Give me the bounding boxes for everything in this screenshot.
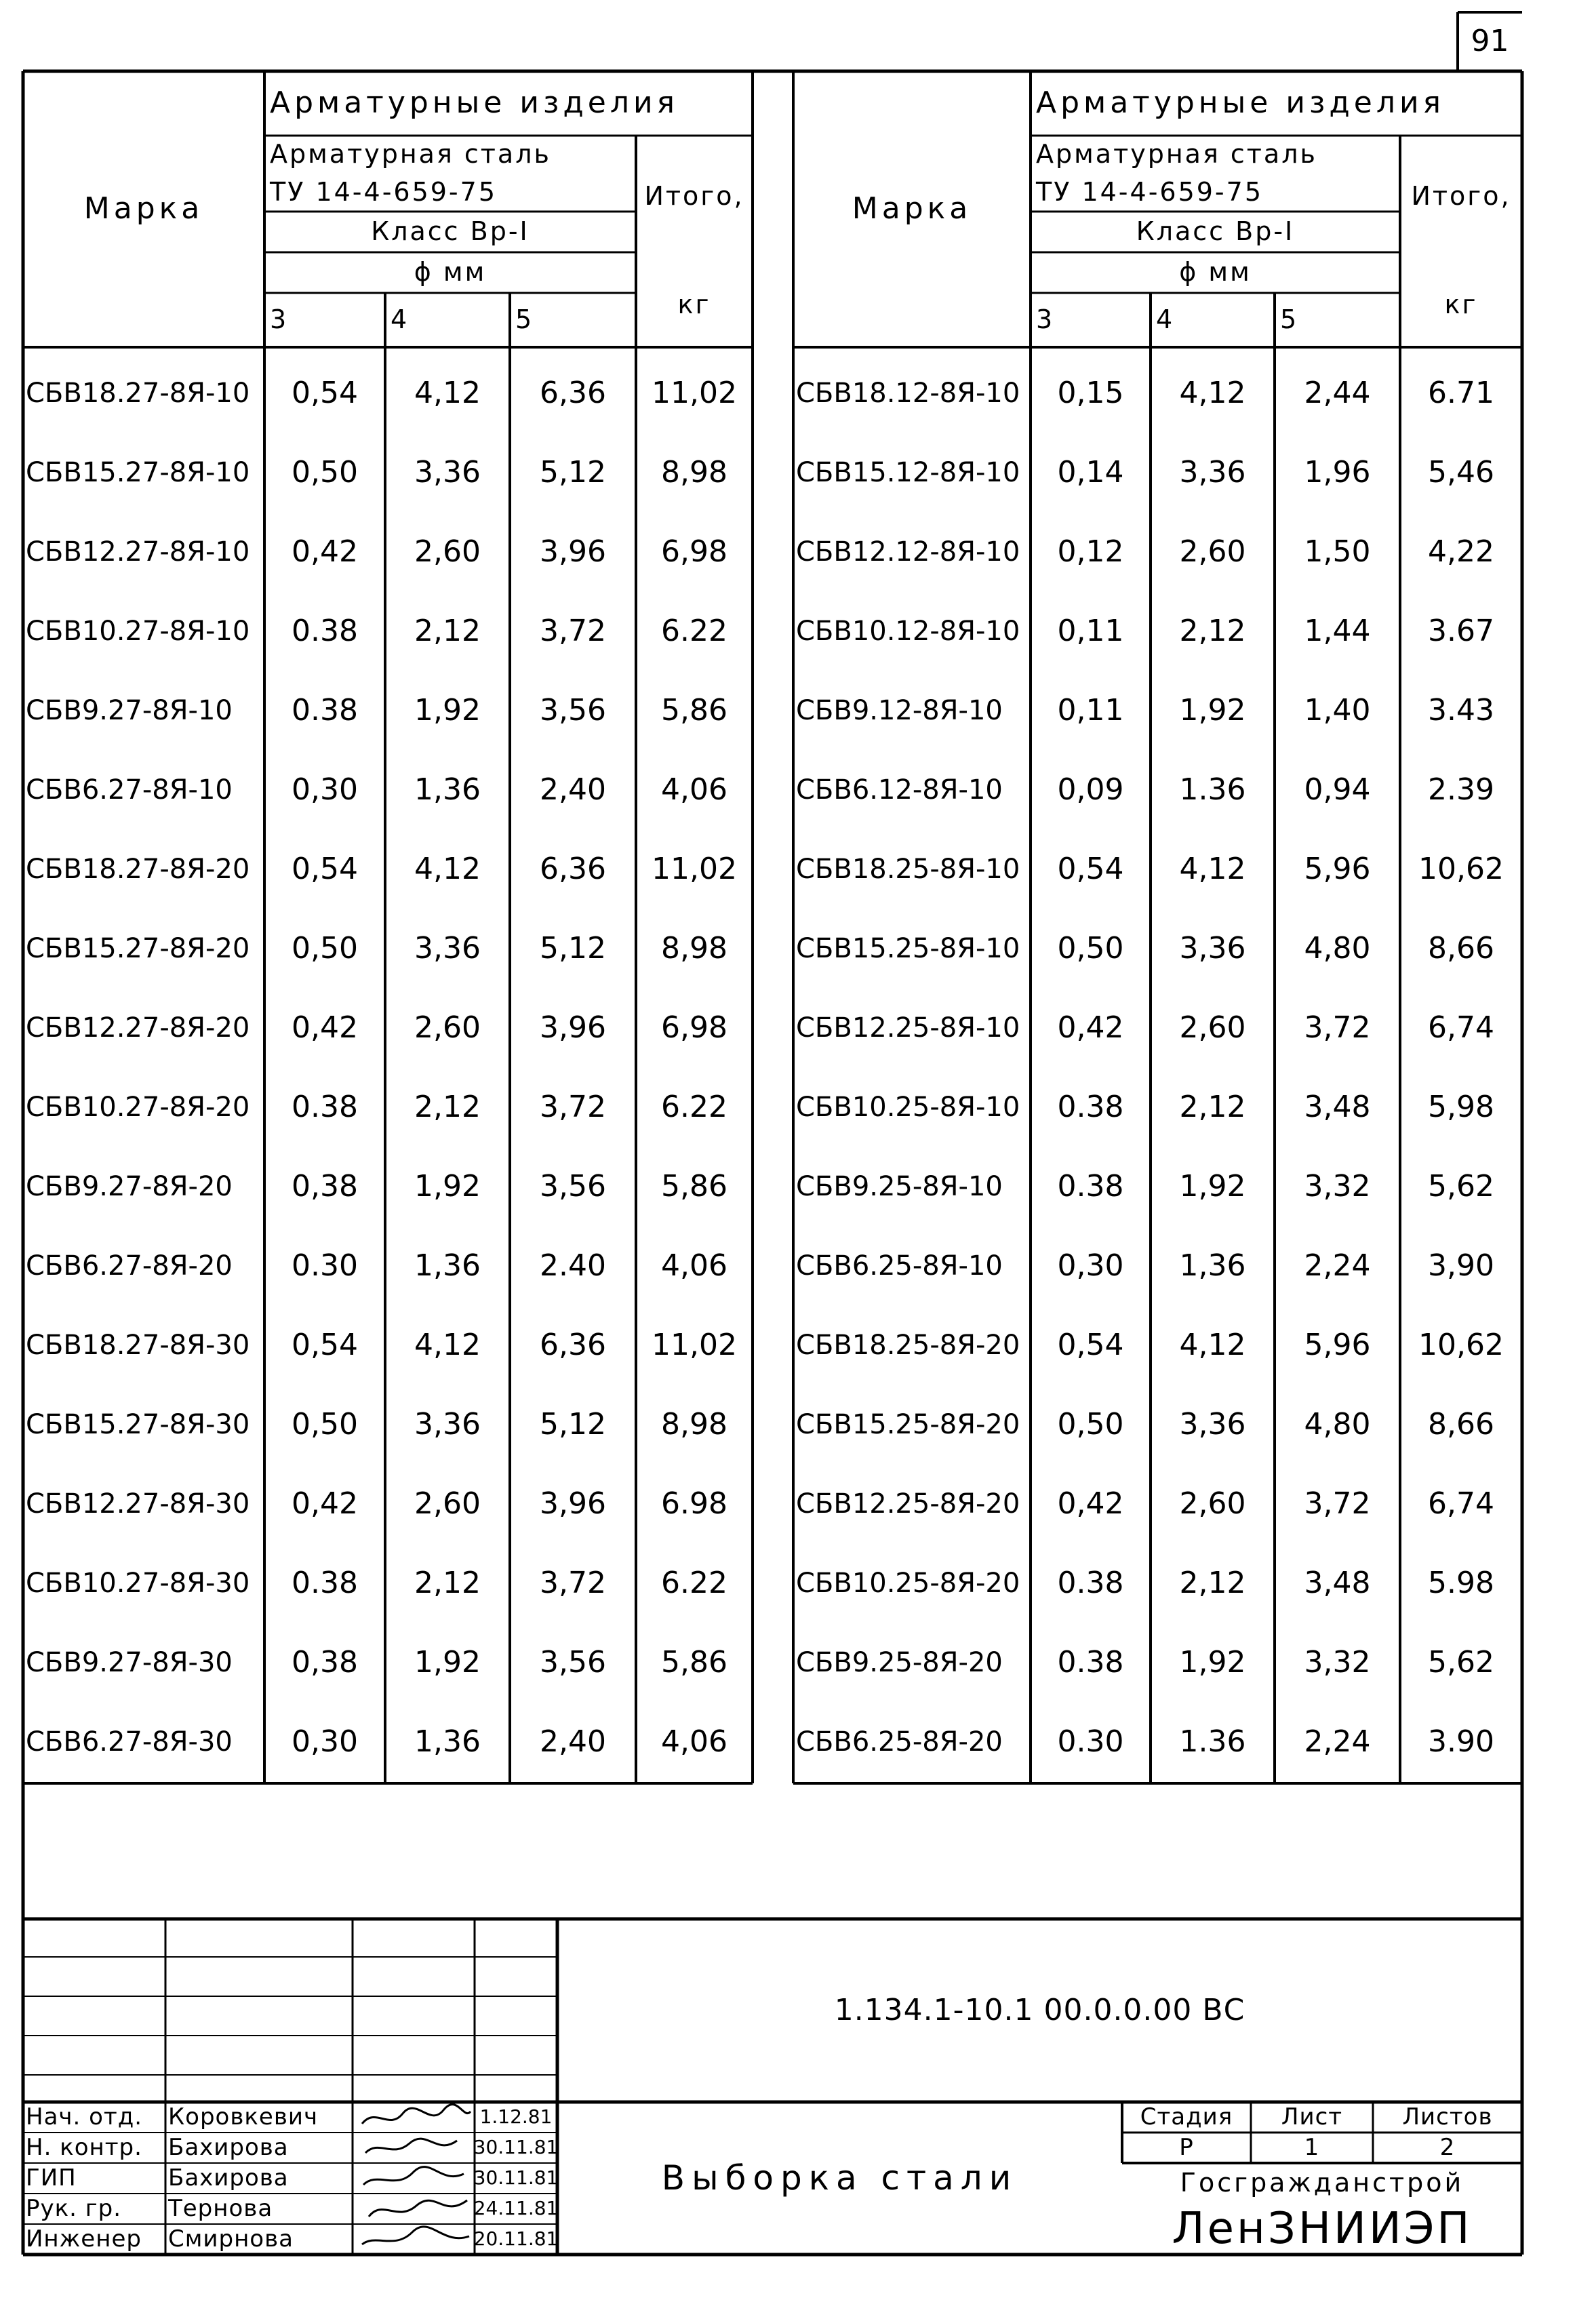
d5-cell: 3,72 — [540, 613, 606, 648]
d5-cell: 2,24 — [1304, 1724, 1371, 1759]
d5-cell: 3,72 — [1304, 1486, 1371, 1521]
d5-cell: 3,48 — [1304, 1089, 1371, 1124]
d5-cell: 2,24 — [1304, 1248, 1371, 1283]
d3-cell: 0,38 — [292, 1644, 358, 1680]
d4-cell: 2,60 — [414, 1010, 481, 1045]
d5-cell: 2.40 — [540, 1248, 606, 1283]
total-cell: 4,06 — [661, 772, 727, 807]
mark-cell: СБВ15.25-8Я-10 — [796, 933, 1020, 964]
total-cell: 8,66 — [1428, 930, 1494, 966]
signature-date: 20.11.81 — [473, 2227, 559, 2251]
sheet-label: Лист — [1281, 2103, 1343, 2130]
d4-cell: 1,36 — [414, 772, 481, 807]
d3-cell: 0,12 — [1057, 534, 1124, 569]
mark-cell: СБВ9.27-8Я-10 — [26, 695, 233, 726]
total-cell: 11,02 — [652, 375, 737, 410]
total-cell: 2.39 — [1428, 772, 1494, 807]
left-total-unit: кг — [677, 290, 711, 320]
left-diameter-label: ϕ мм — [414, 257, 487, 288]
signature-name: Смирнова — [168, 2225, 294, 2253]
d3-cell: 0,42 — [292, 1486, 358, 1521]
total-cell: 3.67 — [1428, 613, 1494, 648]
total-cell: 4,06 — [661, 1248, 727, 1283]
total-cell: 6,98 — [661, 1010, 727, 1045]
d5-cell: 1,44 — [1304, 613, 1371, 648]
d5-cell: 2,40 — [540, 772, 606, 807]
d5-cell: 3,72 — [540, 1089, 606, 1124]
d4-cell: 1,92 — [414, 1168, 481, 1204]
mark-cell: СБВ12.12-8Я-10 — [796, 536, 1020, 568]
d3-cell: 0,54 — [292, 1327, 358, 1362]
d3-cell: 0,30 — [292, 1724, 358, 1759]
mark-cell: СБВ10.27-8Я-20 — [26, 1092, 250, 1123]
total-cell: 3.43 — [1428, 692, 1494, 728]
right-steel-line2: ТУ 14-4-659-75 — [1036, 177, 1263, 207]
left-diameter-4: 4 — [391, 304, 410, 335]
d3-cell: 0.38 — [292, 613, 358, 648]
d4-cell: 4,12 — [1179, 851, 1246, 886]
total-cell: 5,46 — [1428, 454, 1494, 490]
d5-cell: 6,36 — [540, 1327, 606, 1362]
d5-cell: 6,36 — [540, 375, 606, 410]
d4-cell: 3,36 — [1179, 1406, 1246, 1442]
mark-cell: СБВ9.27-8Я-30 — [26, 1647, 233, 1678]
d4-cell: 2,12 — [414, 1089, 481, 1124]
d3-cell: 0.38 — [1057, 1168, 1124, 1204]
signature-role: Инженер — [26, 2225, 142, 2253]
d5-cell: 3,96 — [540, 1486, 606, 1521]
d3-cell: 0.30 — [1057, 1724, 1124, 1759]
signature-date: 30.11.81 — [473, 2166, 559, 2189]
left-steel-line1: Арматурная сталь — [270, 139, 551, 170]
left-steel-line2: ТУ 14-4-659-75 — [270, 177, 497, 207]
d3-cell: 0,09 — [1057, 772, 1124, 807]
d4-cell: 3,36 — [1179, 930, 1246, 966]
mark-cell: СБВ15.27-8Я-20 — [26, 933, 250, 964]
total-cell: 5,86 — [661, 1644, 727, 1680]
signature-icon — [355, 2195, 474, 2223]
d3-cell: 0,54 — [1057, 851, 1124, 886]
d5-cell: 3,32 — [1304, 1644, 1371, 1680]
total-cell: 6.22 — [661, 613, 727, 648]
right-diameter-4: 4 — [1156, 304, 1175, 335]
mark-cell: СБВ10.27-8Я-10 — [26, 616, 250, 647]
right-marka-header: Марка — [852, 191, 972, 226]
mark-cell: СБВ18.27-8Я-30 — [26, 1330, 250, 1361]
mark-cell: СБВ10.25-8Я-20 — [796, 1568, 1020, 1599]
mark-cell: СБВ18.25-8Я-20 — [796, 1330, 1020, 1361]
d3-cell: 0,42 — [1057, 1010, 1124, 1045]
left-diameter-3: 3 — [270, 304, 289, 335]
mark-cell: СБВ6.27-8Я-30 — [26, 1726, 233, 1758]
left-group-header: Арматурные изделия — [270, 85, 679, 121]
d3-cell: 0,50 — [1057, 1406, 1124, 1442]
signature-role: Рук. гр. — [26, 2194, 122, 2222]
signature-icon — [355, 2134, 474, 2162]
mark-cell: СБВ6.25-8Я-20 — [796, 1726, 1003, 1758]
mark-cell: СБВ18.12-8Я-10 — [796, 378, 1020, 409]
mark-cell: СБВ10.27-8Я-30 — [26, 1568, 250, 1599]
total-cell: 11,02 — [652, 851, 737, 886]
d4-cell: 3,36 — [414, 930, 481, 966]
signature-role: Н. контр. — [26, 2133, 142, 2161]
d3-cell: 0,54 — [292, 375, 358, 410]
d5-cell: 3,56 — [540, 1644, 606, 1680]
mark-cell: СБВ6.27-8Я-10 — [26, 774, 233, 806]
d3-cell: 0,50 — [292, 1406, 358, 1442]
signature-icon — [355, 2225, 474, 2254]
d3-cell: 0,50 — [1057, 930, 1124, 966]
total-cell: 4,22 — [1428, 534, 1494, 569]
signature-role: ГИП — [26, 2164, 77, 2192]
total-cell: 5,62 — [1428, 1644, 1494, 1680]
d3-cell: 0,30 — [292, 772, 358, 807]
right-diameter-label: ϕ мм — [1179, 257, 1252, 288]
d5-cell: 3,96 — [540, 534, 606, 569]
total-cell: 5.98 — [1428, 1565, 1494, 1600]
d4-cell: 1.36 — [1179, 1724, 1246, 1759]
d4-cell: 1,92 — [1179, 1644, 1246, 1680]
d3-cell: 0,11 — [1057, 613, 1124, 648]
d4-cell: 3,36 — [414, 1406, 481, 1442]
total-cell: 3.90 — [1428, 1724, 1494, 1759]
d5-cell: 3,56 — [540, 692, 606, 728]
d3-cell: 0.38 — [1057, 1644, 1124, 1680]
d4-cell: 2,12 — [414, 613, 481, 648]
d4-cell: 2,12 — [1179, 1089, 1246, 1124]
d4-cell: 1,36 — [414, 1724, 481, 1759]
total-cell: 6.22 — [661, 1089, 727, 1124]
d5-cell: 1,50 — [1304, 534, 1371, 569]
mark-cell: СБВ6.25-8Я-10 — [796, 1250, 1003, 1282]
d3-cell: 0,50 — [292, 930, 358, 966]
d4-cell: 1,36 — [414, 1248, 481, 1283]
mark-cell: СБВ12.25-8Я-20 — [796, 1488, 1020, 1520]
signature-name: Бахирова — [168, 2133, 289, 2161]
d4-cell: 1,92 — [414, 692, 481, 728]
d5-cell: 5,12 — [540, 454, 606, 490]
signature-role: Нач. отд. — [26, 2103, 143, 2130]
total-cell: 6.22 — [661, 1565, 727, 1600]
d4-cell: 4,12 — [414, 1327, 481, 1362]
d4-cell: 2,60 — [414, 534, 481, 569]
d5-cell: 1,40 — [1304, 692, 1371, 728]
total-cell: 5,62 — [1428, 1168, 1494, 1204]
d5-cell: 5,12 — [540, 930, 606, 966]
mark-cell: СБВ12.27-8Я-20 — [26, 1012, 250, 1044]
d3-cell: 0,42 — [1057, 1486, 1124, 1521]
d5-cell: 4,80 — [1304, 1406, 1371, 1442]
total-cell: 5,86 — [661, 692, 727, 728]
d5-cell: 3,32 — [1304, 1168, 1371, 1204]
signature-icon — [355, 2164, 474, 2193]
total-cell: 6.71 — [1428, 375, 1494, 410]
right-steel-line1: Арматурная сталь — [1036, 139, 1317, 170]
d4-cell: 2,60 — [414, 1486, 481, 1521]
mark-cell: СБВ15.25-8Я-20 — [796, 1409, 1020, 1440]
d3-cell: 0,30 — [1057, 1248, 1124, 1283]
d4-cell: 1,92 — [1179, 1168, 1246, 1204]
sheet-value: 1 — [1304, 2133, 1320, 2161]
total-cell: 6,98 — [661, 534, 727, 569]
d5-cell: 3,96 — [540, 1010, 606, 1045]
d4-cell: 2,60 — [1179, 1010, 1246, 1045]
mark-cell: СБВ15.27-8Я-10 — [26, 457, 250, 488]
signature-name: Коровкевич — [168, 2103, 319, 2130]
d3-cell: 0.38 — [1057, 1565, 1124, 1600]
signature-date: 30.11.81 — [473, 2136, 559, 2159]
signature-name: Тернова — [168, 2194, 273, 2222]
right-diameter-3: 3 — [1036, 304, 1055, 335]
d3-cell: 0.30 — [292, 1248, 358, 1283]
total-cell: 10,62 — [1418, 851, 1504, 886]
mark-cell: СБВ9.25-8Я-20 — [796, 1647, 1003, 1678]
mark-cell: СБВ18.25-8Я-10 — [796, 854, 1020, 885]
d5-cell: 5,12 — [540, 1406, 606, 1442]
left-diameter-5: 5 — [515, 304, 534, 335]
org-line2: ЛенЗНИИЭП — [1172, 2203, 1473, 2254]
d5-cell: 4,80 — [1304, 930, 1371, 966]
stage-label: Стадия — [1140, 2103, 1233, 2130]
mark-cell: СБВ9.12-8Я-10 — [796, 695, 1003, 726]
d4-cell: 1,36 — [1179, 1248, 1246, 1283]
total-cell: 8,98 — [661, 1406, 727, 1442]
d3-cell: 0,14 — [1057, 454, 1124, 490]
right-total-unit: кг — [1444, 290, 1478, 320]
mark-cell: СБВ9.27-8Я-20 — [26, 1171, 233, 1202]
d4-cell: 3,36 — [414, 454, 481, 490]
total-cell: 5,98 — [1428, 1089, 1494, 1124]
d4-cell: 4,12 — [1179, 1327, 1246, 1362]
mark-cell: СБВ15.12-8Я-10 — [796, 457, 1020, 488]
d5-cell: 2,44 — [1304, 375, 1371, 410]
left-class-label: Класс Вр-I — [371, 216, 530, 247]
mark-cell: СБВ18.27-8Я-20 — [26, 854, 250, 885]
d5-cell: 3,72 — [540, 1565, 606, 1600]
d5-cell: 2,40 — [540, 1724, 606, 1759]
org-line1: Госгражданстрой — [1180, 2168, 1464, 2198]
mark-cell: СБВ6.12-8Я-10 — [796, 774, 1003, 806]
d4-cell: 2,60 — [1179, 1486, 1246, 1521]
d3-cell: 0,42 — [292, 534, 358, 569]
d4-cell: 1.36 — [1179, 772, 1246, 807]
d4-cell: 2,12 — [414, 1565, 481, 1600]
d3-cell: 0.38 — [292, 1089, 358, 1124]
total-cell: 4,06 — [661, 1724, 727, 1759]
total-cell: 6.98 — [661, 1486, 727, 1521]
document-code: 1.134.1-10.1 00.0.0.00 ВС — [834, 1992, 1245, 2027]
d5-cell: 3,48 — [1304, 1565, 1371, 1600]
total-cell: 8,98 — [661, 930, 727, 966]
d3-cell: 0,11 — [1057, 692, 1124, 728]
left-total-label: Итого, — [644, 181, 744, 212]
right-total-label: Итого, — [1411, 181, 1511, 212]
d5-cell: 3,56 — [540, 1168, 606, 1204]
sheets-label: Листов — [1402, 2103, 1493, 2130]
d4-cell: 4,12 — [414, 851, 481, 886]
d3-cell: 0,50 — [292, 454, 358, 490]
d3-cell: 0,42 — [292, 1010, 358, 1045]
signature-date: 1.12.81 — [479, 2105, 553, 2128]
d3-cell: 0.38 — [1057, 1089, 1124, 1124]
total-cell: 10,62 — [1418, 1327, 1504, 1362]
mark-cell: СБВ6.27-8Я-20 — [26, 1250, 233, 1282]
left-marka-header: Марка — [83, 191, 204, 226]
d4-cell: 2,12 — [1179, 613, 1246, 648]
d4-cell: 4,12 — [414, 375, 481, 410]
d3-cell: 0.38 — [292, 692, 358, 728]
d5-cell: 6,36 — [540, 851, 606, 886]
d5-cell: 5,96 — [1304, 1327, 1371, 1362]
d4-cell: 2,60 — [1179, 534, 1246, 569]
right-diameter-5: 5 — [1280, 304, 1299, 335]
d4-cell: 1,92 — [1179, 692, 1246, 728]
d5-cell: 1,96 — [1304, 454, 1371, 490]
total-cell: 11,02 — [652, 1327, 737, 1362]
d5-cell: 3,72 — [1304, 1010, 1371, 1045]
signature-name: Бахирова — [168, 2164, 289, 2192]
total-cell: 6,74 — [1428, 1010, 1494, 1045]
total-cell: 3,90 — [1428, 1248, 1494, 1283]
sheets-value: 2 — [1439, 2133, 1456, 2161]
d4-cell: 1,92 — [414, 1644, 481, 1680]
d5-cell: 0,94 — [1304, 772, 1371, 807]
total-cell: 8,98 — [661, 454, 727, 490]
right-class-label: Класс Вр-I — [1136, 216, 1295, 247]
d4-cell: 3,36 — [1179, 454, 1246, 490]
signature-date: 24.11.81 — [473, 2197, 559, 2220]
d3-cell: 0,54 — [1057, 1327, 1124, 1362]
mark-cell: СБВ9.25-8Я-10 — [796, 1171, 1003, 1202]
d3-cell: 0,38 — [292, 1168, 358, 1204]
mark-cell: СБВ12.27-8Я-10 — [26, 536, 250, 568]
mark-cell: СБВ10.25-8Я-10 — [796, 1092, 1020, 1123]
d3-cell: 0,54 — [292, 851, 358, 886]
mark-cell: СБВ18.27-8Я-10 — [26, 378, 250, 409]
total-cell: 6,74 — [1428, 1486, 1494, 1521]
d4-cell: 4,12 — [1179, 375, 1246, 410]
d5-cell: 5,96 — [1304, 851, 1371, 886]
d4-cell: 2,12 — [1179, 1565, 1246, 1600]
d3-cell: 0,15 — [1057, 375, 1124, 410]
mark-cell: СБВ10.12-8Я-10 — [796, 616, 1020, 647]
stage-value: Р — [1179, 2133, 1194, 2161]
total-cell: 8,66 — [1428, 1406, 1494, 1442]
mark-cell: СБВ12.27-8Я-30 — [26, 1488, 250, 1520]
mark-cell: СБВ12.25-8Я-10 — [796, 1012, 1020, 1044]
signature-block — [23, 2102, 557, 2255]
total-cell: 5,86 — [661, 1168, 727, 1204]
right-group-header: Арматурные изделия — [1036, 85, 1445, 121]
signature-icon — [355, 2103, 474, 2132]
sheet-number: 91 — [1471, 24, 1509, 59]
d3-cell: 0.38 — [292, 1565, 358, 1600]
document-title: Выборка стали — [661, 2158, 1018, 2198]
mark-cell: СБВ15.27-8Я-30 — [26, 1409, 250, 1440]
